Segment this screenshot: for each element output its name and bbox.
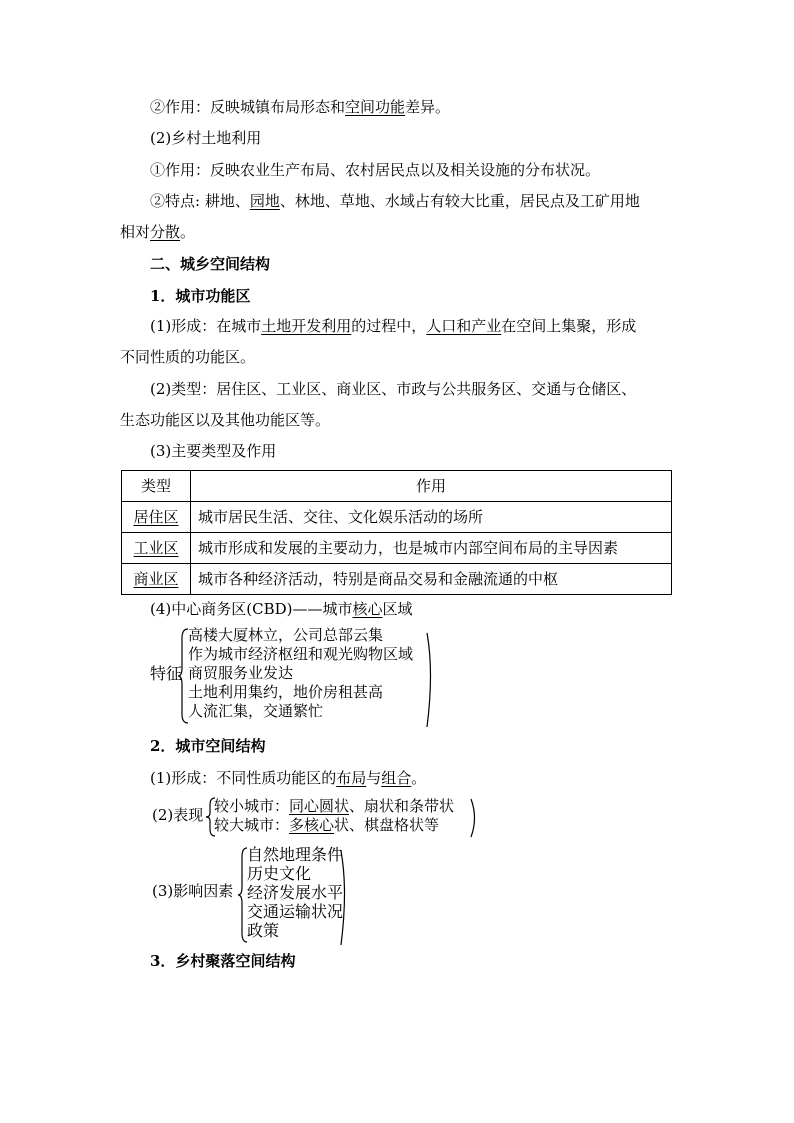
list-item: 经济发展水平 [247, 883, 344, 902]
line-cbd: (4)中心商务区(CBD)——城市核心区域 [150, 600, 413, 618]
subsection-heading: 3．乡村聚落空间结构 [150, 952, 296, 970]
right-paren-icon [340, 850, 350, 946]
table-cell: 城市居民生活、交往、文化娱乐活动的场所 [191, 502, 672, 533]
table-cell: 城市形成和发展的主要动力，也是城市内部空间布局的主导因素 [191, 533, 672, 564]
subsection-heading: 2．城市空间结构 [150, 737, 266, 755]
list-item: 作为城市经济枢纽和观光购物区域 [188, 645, 414, 663]
line-function: ②作用：反映城镇布局形态和空间功能差异。 [150, 98, 451, 116]
line-rural-feature: ②特点: 耕地、园地、林地、草地、水域占有较大比重，居民点及工矿用地 [150, 192, 640, 210]
subsection-heading: 1．城市功能区 [150, 287, 251, 305]
table-row [122, 564, 672, 595]
line-structure-formation: (1)形成：不同性质功能区的布局与组合。 [150, 769, 427, 787]
answer-blank: 核心 [352, 600, 383, 618]
line-formation-cont: 不同性质的功能区。 [120, 348, 256, 366]
list-item: 较大城市：多核心状、棋盘格状等 [214, 816, 440, 834]
table-cell: 居住区 [122, 502, 191, 533]
list-item: 较小城市：同心圆状、扇状和条带状 [214, 797, 455, 815]
answer-blank: 人口和产业 [426, 317, 502, 335]
section-heading: 二、城乡空间结构 [150, 255, 271, 273]
cbd-feature-label: 特征 [150, 664, 183, 683]
table-cell: 城市各种经济活动，特别是商品交易和金融流通的中枢 [191, 564, 672, 595]
line-types: (2)类型：居住区、工业区、商业区、市政与公共服务区、交通与仓储区、 [150, 380, 637, 398]
right-paren-icon [426, 632, 436, 728]
answer-blank: 空间功能 [345, 98, 406, 116]
answer-blank: 组合 [381, 769, 412, 787]
manifestation-label: (2)表现 [152, 806, 204, 824]
line-main-types: (3)主要类型及作用 [150, 442, 277, 460]
table-header-row [122, 471, 672, 502]
answer-blank: 多核心 [289, 816, 335, 834]
line-types-cont: 生态功能区以及其他功能区等。 [120, 411, 331, 429]
list-item: 历史文化 [247, 864, 312, 883]
rural-land-heading: (2)乡村土地利用 [150, 129, 262, 147]
table-row [122, 502, 672, 533]
table-header-cell: 类型 [122, 471, 191, 502]
list-item: 土地利用集约，地价房租甚高 [188, 683, 384, 701]
line-rural-function: ①作用：反映农业生产布局、农村居民点以及相关设施的分布状况。 [150, 161, 601, 179]
table-cell: 工业区 [122, 533, 191, 564]
list-item: 交通运输状况 [247, 902, 344, 921]
list-item: 自然地理条件 [247, 845, 344, 864]
table-header-cell: 作用 [191, 471, 672, 502]
list-item: 人流汇集，交通繁忙 [188, 702, 324, 720]
table-row [122, 533, 672, 564]
list-item: 高楼大厦林立，公司总部云集 [188, 626, 384, 644]
manifestation-list [214, 797, 454, 835]
right-paren-icon [470, 798, 480, 838]
line-formation: (1)形成：在城市土地开发利用的过程中，人口和产业在空间上集聚，形成 [150, 317, 637, 335]
list-item: 商贸服务业发达 [188, 664, 294, 682]
cbd-feature-list [188, 626, 413, 721]
factors-list [247, 845, 343, 940]
line-rural-feature-cont: 相对分散。 [120, 223, 196, 241]
table-cell: 商业区 [122, 564, 191, 595]
answer-blank: 同心圆状 [289, 797, 350, 815]
answer-blank: 土地开发利用 [261, 317, 352, 335]
function-zone-table [121, 470, 672, 595]
answer-blank: 分散 [150, 223, 181, 241]
factors-label: (3)影响因素 [152, 882, 234, 900]
answer-blank: 布局 [336, 769, 367, 787]
answer-blank: 园地 [249, 192, 280, 210]
list-item: 政策 [247, 921, 280, 940]
